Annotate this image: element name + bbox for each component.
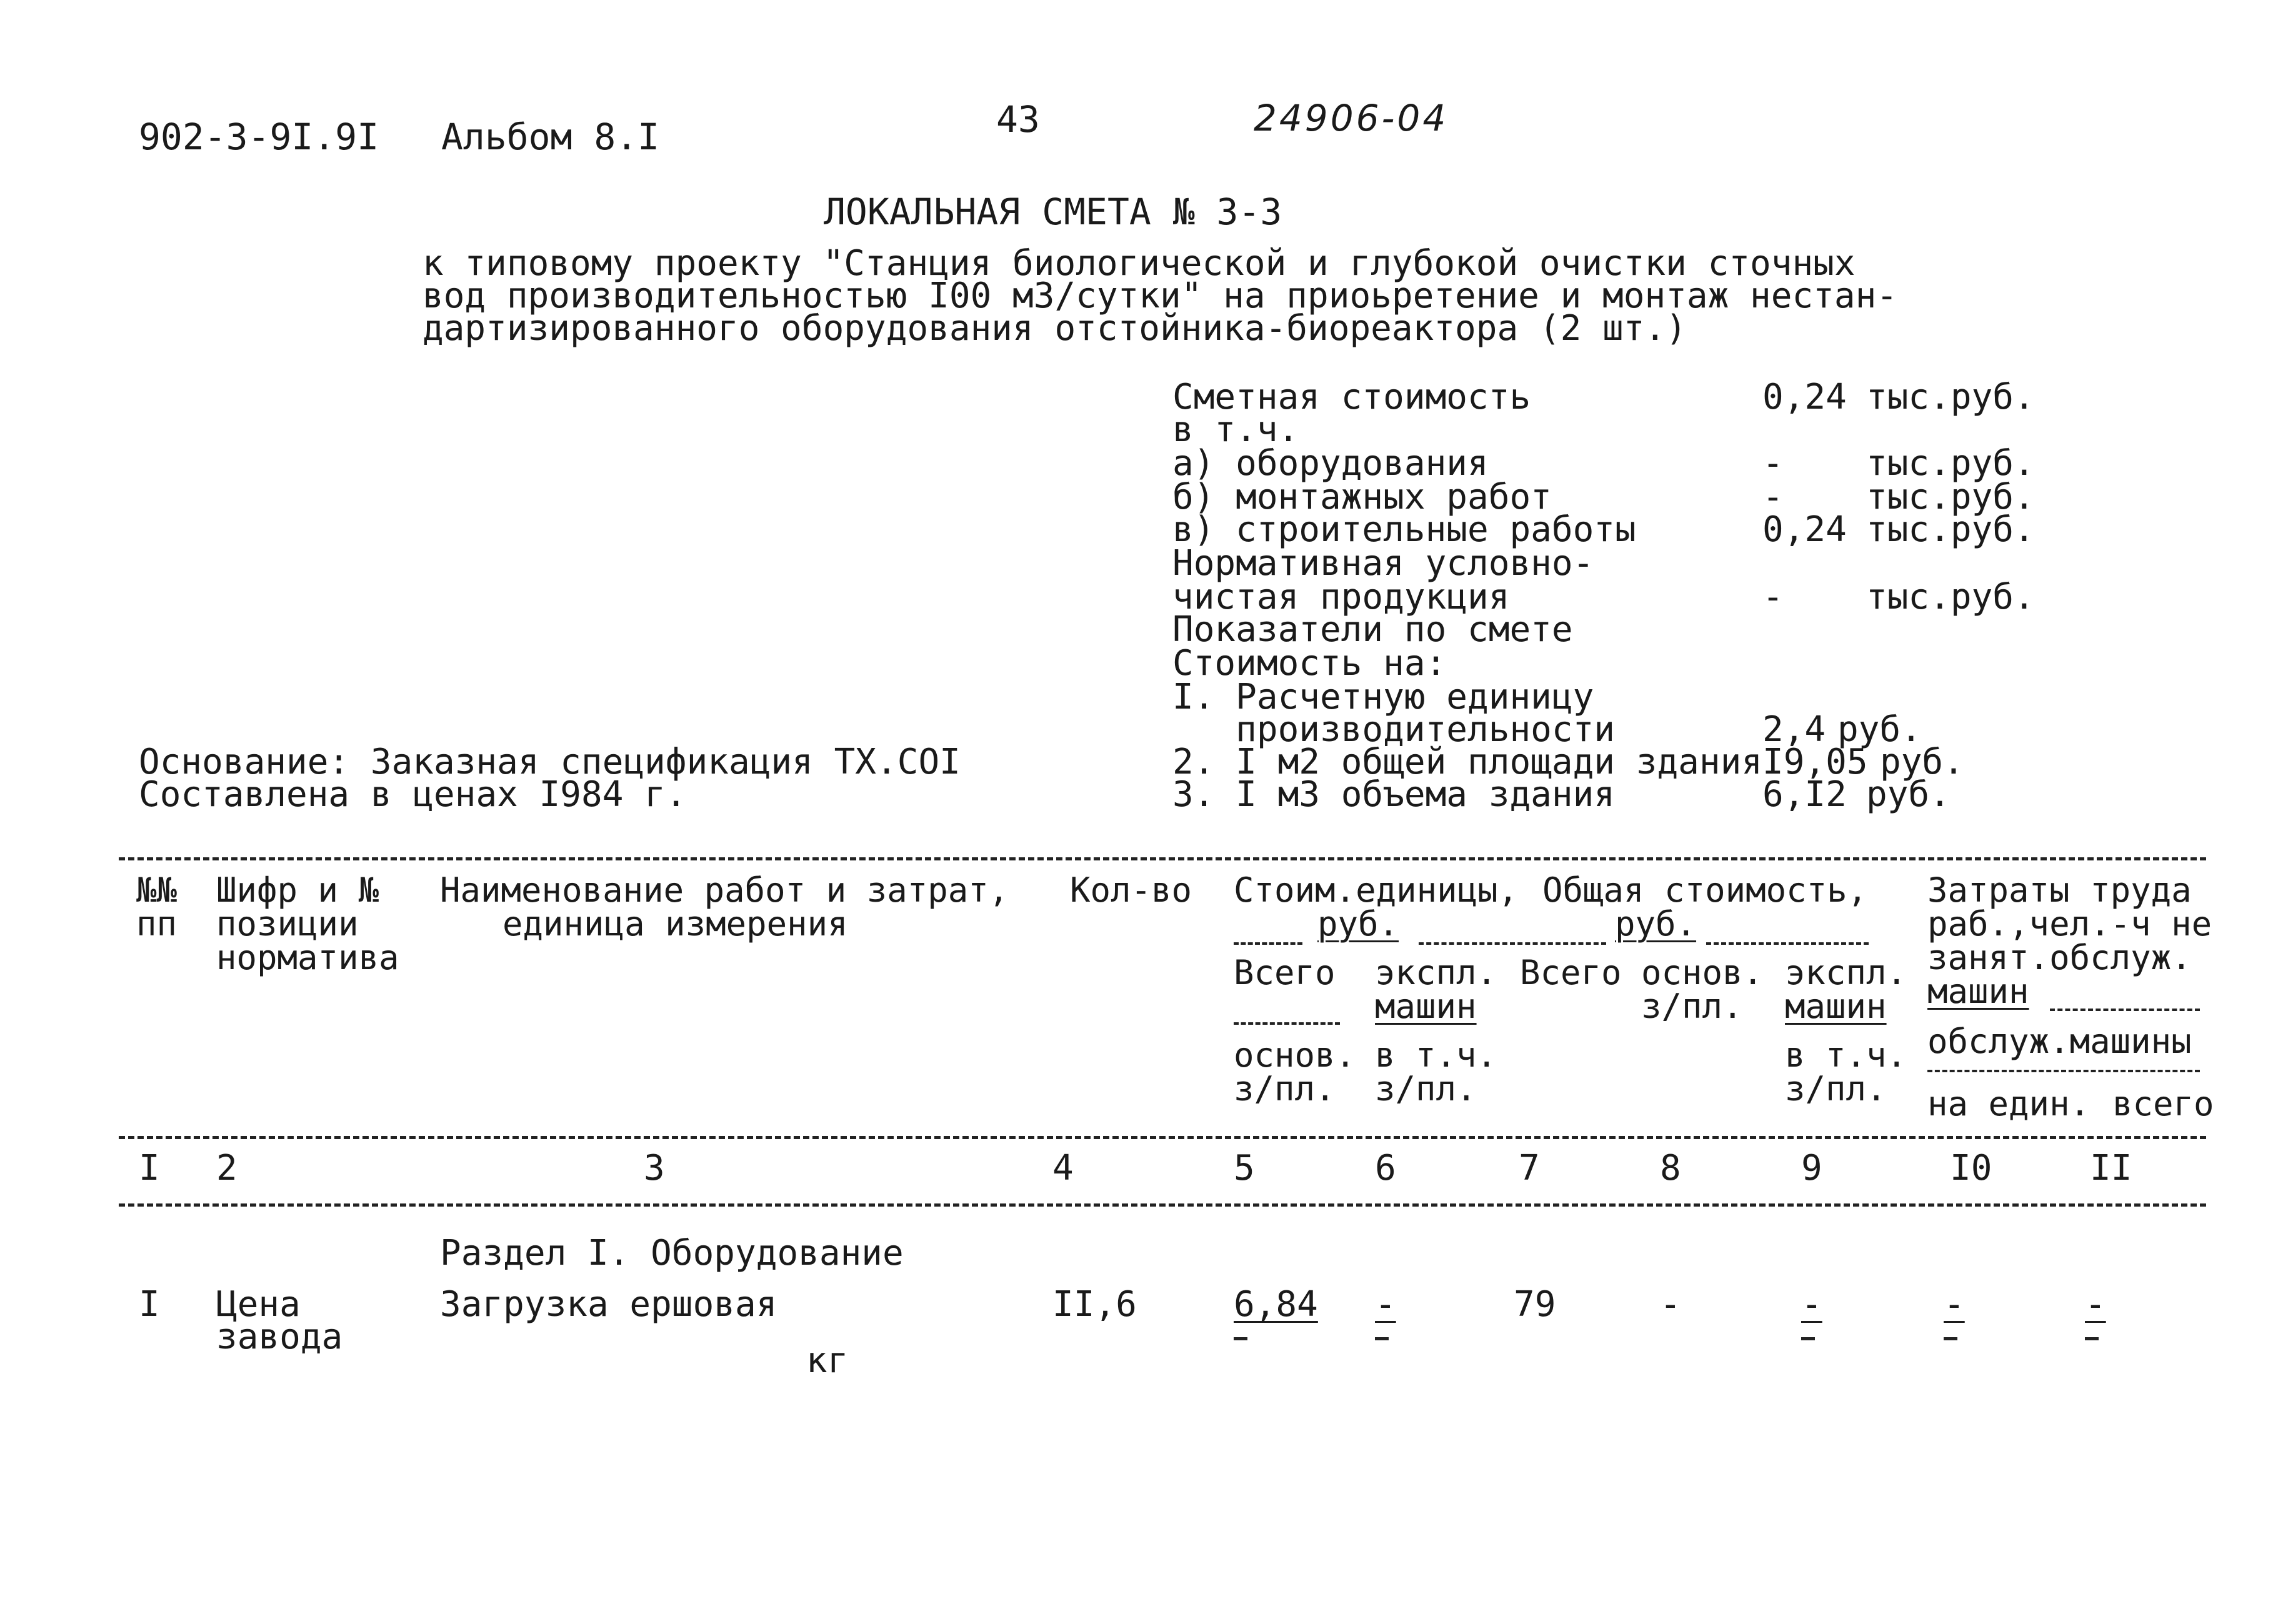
header-rule: [1706, 942, 1869, 945]
col-header-vsego: Всего: [1234, 953, 1336, 992]
summary-value: 6,I2: [1762, 774, 1847, 815]
price-basis-line: Составлена в ценах I984 г.: [139, 774, 687, 815]
col-header-vtch: в т.ч.: [1375, 1035, 1497, 1075]
col-header-qty: Кол-во: [1070, 870, 1192, 910]
col-header-zpl-c: з/пл.: [1375, 1069, 1477, 1108]
title-line-2: вод производительностью I00 м3/сутки" на приоьретение и монтаж нестан-: [422, 276, 1898, 316]
col-header-name: единица измерения: [502, 904, 848, 944]
col-number: 4: [1052, 1148, 1074, 1188]
numbers-bottom-rule: [119, 1203, 2206, 1207]
row-total-ekspl: -: [1801, 1284, 1822, 1325]
col-header-zpl-b: з/пл.: [1234, 1069, 1336, 1108]
summary-label: Стоимость на:: [1172, 643, 1447, 684]
col-header-labor: занят.обслуж.: [1927, 938, 2192, 977]
col-header-osnov-b: основ.: [1234, 1035, 1356, 1075]
col-number: 3: [644, 1148, 665, 1188]
col-header-num: №№: [136, 870, 177, 910]
summary-value: -: [1762, 577, 1784, 617]
summary-label: производительности: [1172, 709, 1616, 750]
section-title: Раздел I. Оборудование: [440, 1233, 904, 1273]
row-total-osnov: -: [1660, 1284, 1681, 1325]
col-header-num: пп: [136, 904, 177, 944]
col-header-labor-obsl: обслуж.машины: [1927, 1022, 2192, 1061]
col-number: I: [139, 1148, 160, 1188]
zero-mark: [1234, 1337, 1247, 1340]
summary-label: 3. I м3 объема здания: [1172, 774, 1616, 815]
page-number: 43: [996, 98, 1040, 141]
col-header-name: Наименование работ и затрат,: [440, 870, 1009, 910]
header-rule: [1234, 1022, 1340, 1025]
table-top-rule: [119, 857, 2206, 860]
header-rule: [2050, 1009, 2200, 1011]
summary-unit: тыс.руб.: [1866, 509, 2035, 550]
row-qty: II,6: [1052, 1284, 1137, 1325]
col-header-mashin-total: машин: [1785, 987, 1887, 1026]
col-header-osnov: основ.: [1641, 953, 1764, 992]
summary-label: в) строительные работы: [1172, 509, 1636, 550]
summary-label: чистая продукция: [1172, 577, 1510, 617]
summary-value: -: [1762, 477, 1784, 517]
summary-label: Нормативная условно-: [1172, 543, 1594, 584]
summary-unit: тыс.руб.: [1866, 477, 2035, 517]
summary-value: 2,4: [1762, 709, 1826, 750]
summary-unit: руб.: [1837, 709, 1922, 750]
col-header-total-cost: Общая стоимость,: [1542, 870, 1868, 910]
col-header-ekspl: экспл.: [1375, 953, 1497, 992]
col-header-na-edin: на един.: [1927, 1084, 2091, 1123]
summary-label: а) оборудования: [1172, 443, 1489, 484]
zero-mark: [2085, 1337, 2099, 1340]
col-number: II: [2090, 1148, 2132, 1188]
summary-value: 0,24: [1762, 509, 1847, 550]
summary-label: Сметная стоимость: [1172, 377, 1531, 417]
col-header-vtch-total: в т.ч.: [1785, 1035, 1907, 1075]
row-labor-total: -: [2085, 1284, 2106, 1325]
col-header-zpl-d: з/пл.: [1785, 1069, 1887, 1108]
header-rule: [1419, 942, 1606, 945]
col-header-code: норматива: [216, 938, 399, 977]
col-number: 6: [1375, 1148, 1396, 1188]
row-total: 79: [1514, 1284, 1556, 1325]
col-header-labor-mashin: машин: [1927, 972, 2029, 1011]
col-header-total-rub: руб.: [1615, 904, 1697, 944]
col-header-mashin: машин: [1375, 987, 1477, 1026]
title-line-3: дартизированного оборудования отстойника-биореактора (2 шт.): [422, 308, 1687, 349]
summary-label: 2. I м2 общей площади здания: [1172, 742, 1763, 782]
col-number: I0: [1950, 1148, 1992, 1188]
album-label: Альбом 8.I: [441, 116, 660, 158]
row-code: Цена: [216, 1284, 301, 1325]
row-unit-total: 6,84: [1234, 1284, 1318, 1325]
document-heading: ЛОКАЛЬНАЯ СМЕТА № 3-3: [824, 191, 1282, 233]
summary-unit: тыс.руб.: [1866, 377, 2035, 417]
col-header-labor: Затраты труда: [1927, 870, 2192, 910]
row-unit: кг: [806, 1340, 849, 1381]
summary-unit: руб.: [1866, 774, 1951, 815]
col-header-unit-cost: Стоим.единицы,: [1234, 870, 1519, 910]
zero-mark: [1801, 1337, 1815, 1340]
header-rule: [1927, 1070, 2200, 1072]
summary-label: I. Расчетную единицу: [1172, 677, 1594, 717]
summary-label: в т.ч.: [1172, 409, 1299, 450]
handwritten-number: 24906-04: [1254, 97, 1449, 139]
col-number: 5: [1234, 1148, 1255, 1188]
col-number: 9: [1801, 1148, 1822, 1188]
row-unit-ekspl: -: [1375, 1284, 1396, 1325]
col-header-zpl: з/пл.: [1641, 987, 1743, 1026]
zero-mark: [1944, 1337, 1957, 1340]
row-labor-unit: -: [1944, 1284, 1965, 1325]
col-header-code: позиции: [216, 904, 359, 944]
summary-value: 0,24: [1762, 377, 1847, 417]
col-header-ekspl-total: экспл.: [1785, 953, 1907, 992]
summary-unit: тыс.руб.: [1866, 443, 2035, 484]
row-num: I: [139, 1284, 160, 1325]
col-header-vsego-total: Всего: [1520, 953, 1622, 992]
col-header-unit-rub: руб.: [1317, 904, 1399, 944]
header-bottom-rule: [119, 1136, 2206, 1139]
document-code: 902-3-9I.9I: [139, 116, 379, 158]
summary-unit: тыс.руб.: [1866, 577, 2035, 617]
zero-mark: [1375, 1337, 1389, 1340]
summary-label: Показатели по смете: [1172, 609, 1573, 650]
title-line-1: к типовому проекту "Станция биологической и глубокой очистки сточных: [422, 243, 1856, 284]
col-header-vsego-labor: всего: [2112, 1084, 2214, 1123]
col-header-code: Шифр и №: [216, 870, 379, 910]
summary-unit: руб.: [1880, 742, 1964, 782]
row-code: завода: [216, 1317, 343, 1357]
summary-value: I9,05: [1762, 742, 1868, 782]
basis-line: Основание: Заказная спецификация ТХ.СОI: [139, 742, 961, 782]
col-header-labor: раб.,чел.-ч не: [1927, 904, 2212, 944]
summary-value: -: [1762, 443, 1784, 484]
summary-label: б) монтажных работ: [1172, 477, 1552, 517]
row-name: Загрузка ершовая: [440, 1284, 777, 1325]
col-number: 8: [1660, 1148, 1681, 1188]
header-rule: [1234, 942, 1302, 945]
col-number: 2: [216, 1148, 237, 1188]
col-number: 7: [1519, 1148, 1540, 1188]
